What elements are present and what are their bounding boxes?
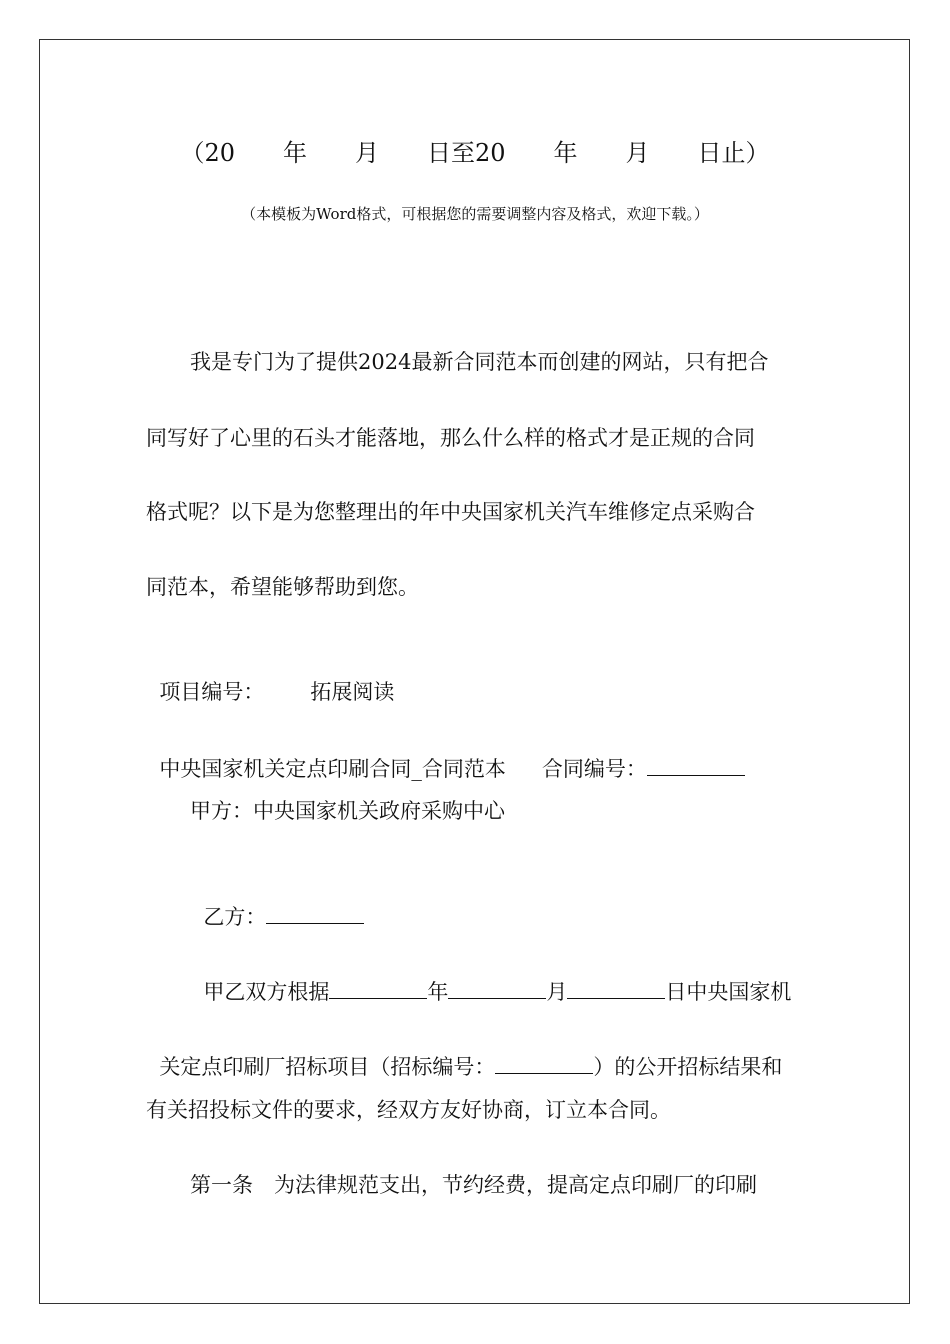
extended-reading-link[interactable]: 拓展阅读 bbox=[310, 680, 395, 704]
party-a: 甲方：中央国家机关政府采购中心 bbox=[190, 799, 505, 823]
intro-line-1: 我是专门为了提供2024最新合同范本而创建的网站，只有把合 bbox=[190, 350, 769, 374]
para1-line-1 bbox=[190, 946, 791, 1007]
contract-number-blank bbox=[647, 753, 745, 776]
para1-line-2 bbox=[146, 1021, 782, 1082]
para1-line2-text-a: 关定点印刷厂招标项目（招标编号： bbox=[159, 1055, 496, 1079]
intro-line-4: 同范本，希望能够帮助到您。 bbox=[146, 575, 419, 599]
para1-line-3: 有关招投标文件的要求，经双方友好协商，订立本合同。 bbox=[146, 1098, 671, 1122]
party-b-label: 乙方： bbox=[203, 905, 267, 929]
article-1-line: 第一条 为法律规范支出，节约经费，提高定点印刷厂的印刷 bbox=[190, 1173, 757, 1197]
day-blank bbox=[567, 976, 665, 999]
party-b-row bbox=[190, 871, 364, 932]
month-label: 月 bbox=[546, 980, 568, 1004]
intro-line-2: 同写好了心里的石头才能落地，那么什么样的格式才是正规的合同 bbox=[146, 426, 755, 450]
contract-title: 中央国家机关定点印刷合同_合同范本 bbox=[159, 757, 506, 781]
project-number-row bbox=[146, 647, 394, 707]
month-blank bbox=[448, 976, 546, 999]
project-number-label: 项目编号： bbox=[159, 680, 265, 704]
para1-text-a: 甲乙双方根据 bbox=[203, 980, 330, 1004]
party-b-blank bbox=[266, 901, 364, 924]
year-label: 年 bbox=[427, 980, 449, 1004]
template-note: （本模板为Word格式，可根据您的需要调整内容及格式，欢迎下载。） bbox=[241, 205, 709, 223]
date-range-line: （20 年 月 日至20 年 月 日止） bbox=[180, 139, 770, 167]
contract-number-label: 合同编号： bbox=[541, 757, 647, 781]
para1-line2-text-b: ）的公开招标结果和 bbox=[593, 1055, 783, 1079]
contract-title-row bbox=[146, 723, 745, 784]
year-blank bbox=[329, 976, 427, 999]
para1-text-b: 日中央国家机 bbox=[665, 980, 792, 1004]
intro-line-3: 格式呢？以下是为您整理出的年中央国家机关汽车维修定点采购合 bbox=[146, 500, 755, 524]
tender-number-blank bbox=[495, 1051, 593, 1074]
